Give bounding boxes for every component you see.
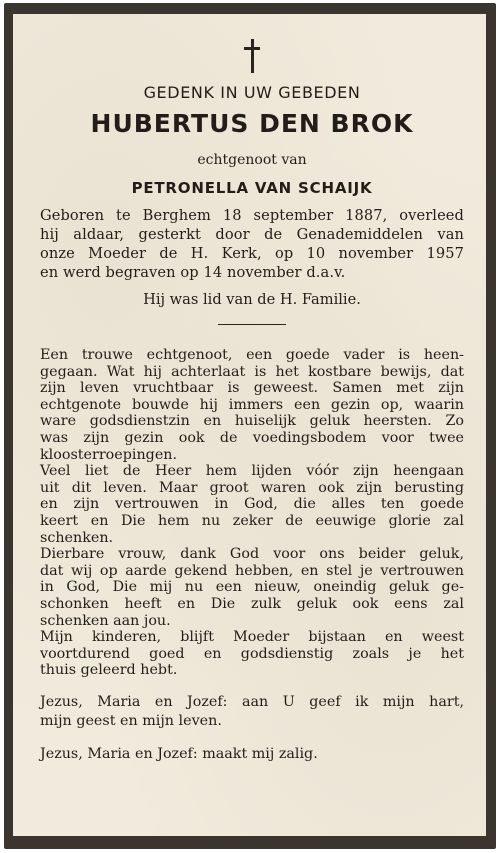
- body-line: Mijn kinderen, blijft Moeder bijstaan en weest: [40, 629, 464, 646]
- prayer-2: [40, 745, 464, 764]
- card-paper: [13, 14, 486, 836]
- bio-line: Geboren te Berghem 18 september 1887, overleed: [40, 207, 464, 224]
- body-line: en zijn vertrouwen in God, die alles ten goede: [40, 496, 464, 513]
- spouse-name: PETRONELLA VAN SCHAIJK: [131, 179, 373, 197]
- body-line: uit dit leven. Maar groot waren ook zijn berusting: [40, 479, 464, 496]
- bio-line: hij aldaar, gesterkt door de Genademiddelen van: [40, 226, 464, 243]
- body-line: voortdurend goed en godsdienstig zoals je het: [40, 645, 464, 662]
- body-line: was zijn gezin ook de voedingsbodem voor twee: [40, 429, 464, 446]
- body-line: Veel liet de Heer hem lijden vóór zijn heengaan: [40, 463, 464, 480]
- body-line: schenken aan jou.: [40, 612, 171, 629]
- divider: [218, 324, 286, 325]
- heading: GEDENK IN UW GEBEDEN: [143, 83, 361, 102]
- body-line: kloosterroepingen.: [40, 446, 178, 463]
- body-line: ware godsdienstzin en huiselijk geluk heersten. Zo: [40, 413, 464, 430]
- body-line: zijn leven vruchtbaar is geweest. Samen met zijn: [40, 380, 464, 397]
- body-line: schenken.: [40, 529, 114, 546]
- body-line: in God, Die mij nu een nieuw, oneindig geluk ge-: [40, 579, 464, 596]
- membership-text: Hij was lid van de H. Familie.: [143, 291, 361, 308]
- deceased-name: HUBERTUS DEN BROK: [90, 109, 414, 138]
- prayer-line: Jezus, Maria en Jozef: aan U geef ik mijn hart,: [40, 693, 464, 710]
- body-line: gegaan. Wat hij achterlaat is het kostbare bewijs, dat: [40, 363, 464, 380]
- memorial-card: [4, 3, 496, 849]
- prayer-line: mijn geest en mijn leven.: [40, 712, 222, 729]
- cross-icon: [244, 39, 260, 73]
- body-line: echtgenote bouwde hij immers een gezin op, waarin: [40, 396, 464, 413]
- biography: [40, 206, 464, 282]
- prayer-line: Jezus, Maria en Jozef: maakt mij zalig.: [40, 745, 318, 762]
- body-line: schonken heeft en Die zulk geluk ook eens zal: [40, 595, 464, 612]
- body-line: keert en Die hem nu zeker de eeuwige glorie zal: [40, 512, 464, 529]
- bio-line: onze Moeder de H. Kerk, op 10 november 1957: [40, 245, 464, 262]
- prayer-1: [40, 693, 464, 731]
- body-line: thuis geleerd hebt.: [40, 662, 178, 679]
- relation-text: echtgenoot van: [197, 152, 307, 168]
- body-line: dat wij op aarde gekend hebben, en stel je vertrouwen: [40, 562, 464, 579]
- body-line: Dierbare vrouw, dank God voor ons beider geluk,: [40, 546, 464, 563]
- body-text: [40, 347, 464, 679]
- body-line: Een trouwe echtgenoot, een goede vader is heen-: [40, 347, 464, 363]
- bio-line: en werd begraven op 14 november d.a.v.: [40, 264, 346, 281]
